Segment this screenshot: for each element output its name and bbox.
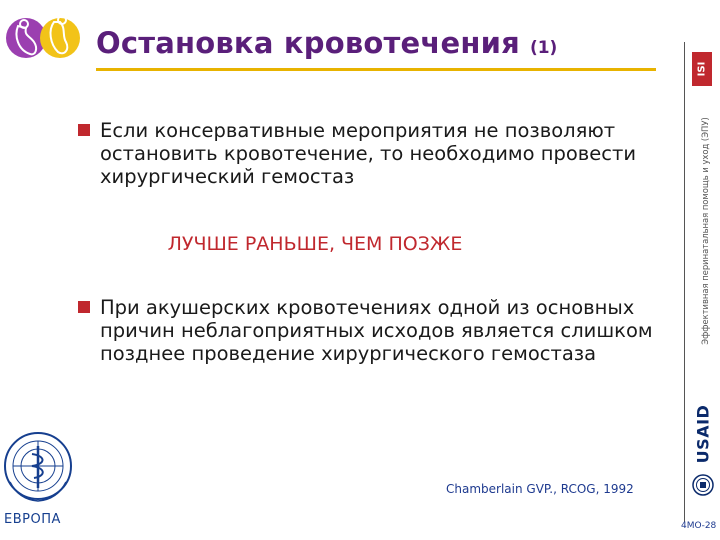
side-divider (684, 42, 685, 522)
bullet-text: Если консервативные мероприятия не позволяют остановить кровотечение, то необходимо провести хирургический гемостаз (100, 119, 637, 188)
emphasis-text: ЛУЧШЕ РАНЬШЕ, ЧЕМ ПОЗЖЕ (167, 233, 463, 255)
usaid-seal-icon (692, 474, 714, 496)
bullet-text: При акушерских кровотечениях одной из основных причин неблагоприятных исходов является слишком позднее проведение хирургического гемостаза (100, 296, 653, 365)
who-region-label: ЕВРОПА (4, 512, 61, 527)
slide-number: 4МО-28 (681, 521, 717, 531)
isi-logo (692, 52, 712, 86)
usaid-logo-text: USAID (693, 404, 713, 464)
title-divider (96, 68, 656, 71)
isi-logo-text: ISI (696, 61, 708, 77)
bullet-square-icon (78, 301, 90, 313)
page-title: Остановка кровотечения (96, 26, 520, 60)
program-name-vertical (696, 97, 714, 365)
program-name-text: Эффективная перинатальная помощь и уход (ЭПУ) (700, 117, 710, 345)
slide-title (96, 26, 557, 66)
who-emblem-icon (2, 420, 78, 512)
bullet-square-icon (78, 124, 90, 136)
title-number: (1) (529, 38, 558, 58)
usaid-logo (690, 400, 716, 468)
bullet-item (78, 296, 668, 365)
bullet-item (78, 119, 668, 188)
citation-text: Chamberlain GVP., RCOG, 1992 (446, 482, 634, 496)
maternal-child-logo-icon (4, 8, 84, 72)
